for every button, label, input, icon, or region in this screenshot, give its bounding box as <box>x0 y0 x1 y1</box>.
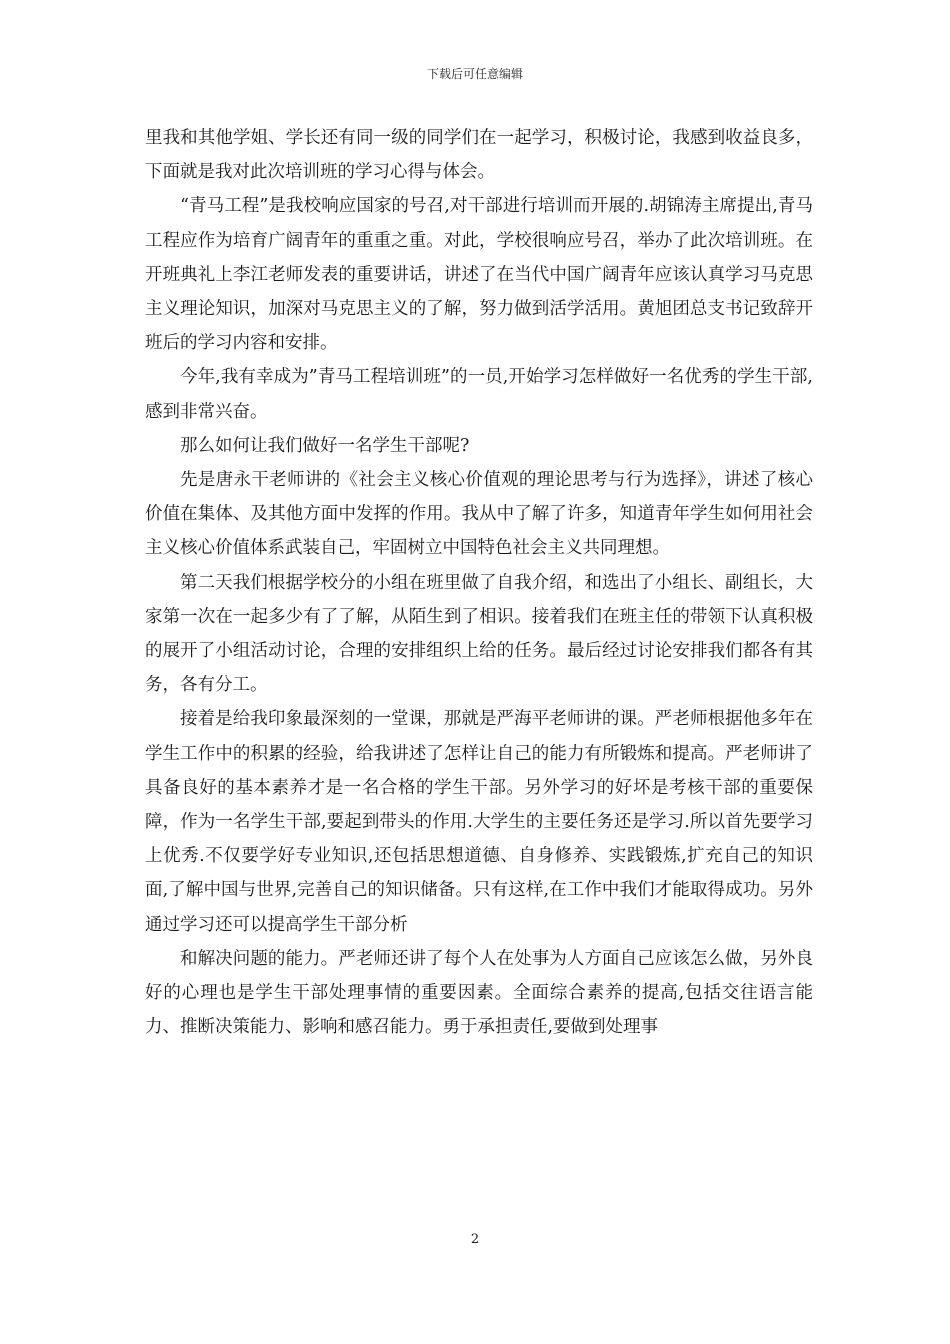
paragraph: 今年,我有幸成为”青马工程培训班”的一员,开始学习怎样做好一名优秀的学生干部,感到非常兴奋。 <box>145 367 813 422</box>
paragraph: “青马工程”是我校响应国家的号召,对干部进行培训而开展的.胡锦涛主席提出,青马工程应作为培育广阔青年的重重之重。对此，学校很响应号召，举办了此次培训班。在开班典礼上李江老师发表的重要讲话，讲述了在当代中国广阔青年应该认真学习马克思主义理论知识，加深对马克思主义的了解，努力做到活学活用。黄旭团总支书记致辞开班后的学习内容和安排。 <box>145 196 813 354</box>
page-number: 2 <box>470 1232 480 1247</box>
page-header: 下载后可任意编辑 <box>426 67 523 81</box>
paragraph: 先是唐永干老师讲的《社会主义核心价值观的理论思考与行为选择》，讲述了核心价值在集体、及其他方面中发挥的作用。我从中了解了许多，知道青年学生如何用社会主义核心价值体系武装自己，牢固树立中国特色社会主义共同理想。 <box>145 470 813 559</box>
document-body <box>145 121 813 1044</box>
paragraph: 接着是给我印象最深刻的一堂课，那就是严海平老师讲的课。严老师根据他多年在学生工作中的积累的经验，给我讲述了怎样让自己的能力有所锻炼和提高。严老师讲了具备良好的基本素养才是一名合格的学生干部。另外学习的好坏是考核干部的重要保障，作为一名学生干部,要起到带头的作用.大学生的主要任务还是学习.所以首先要学习上优秀.不仅要学好专业知识,还包括思想道德、自身修养、实践锻炼,扩充自己的知识面,了解中国与世界,完善自己的知识储备。只有这样,在工作中我们才能取得成功。另外通过学习还可以提高学生干部分析 <box>145 709 813 935</box>
paragraph: 和解决问题的能力。严老师还讲了每个人在处事为人方面自己应该怎么做，另外良好的心理也是学生干部处理事情的重要因素。全面综合素养的提高,包括交往语言能力、推断决策能力、影响和感召能力。勇于承担责任,要做到处理事 <box>145 948 813 1038</box>
paragraph: 那么如何让我们做好一名学生干部呢? <box>180 435 470 456</box>
paragraph: 第二天我们根据学校分的小组在班里做了自我介绍，和选出了小组长、副组长，大家第一次在一起多少有了了解，从陌生到了相识。接着我们在班主任的带领下认真积极的展开了小组活动讨论，合理的安排组织上给的任务。最后经过讨论安排我们都各有其务，各有分工。 <box>145 572 813 696</box>
paragraph-continued: 里我和其他学姐、学长还有同一级的同学们在一起学习，积极讨论，我感到收益良多，下面就是我对此次培训班的学习心得与体会。 <box>145 128 813 183</box>
